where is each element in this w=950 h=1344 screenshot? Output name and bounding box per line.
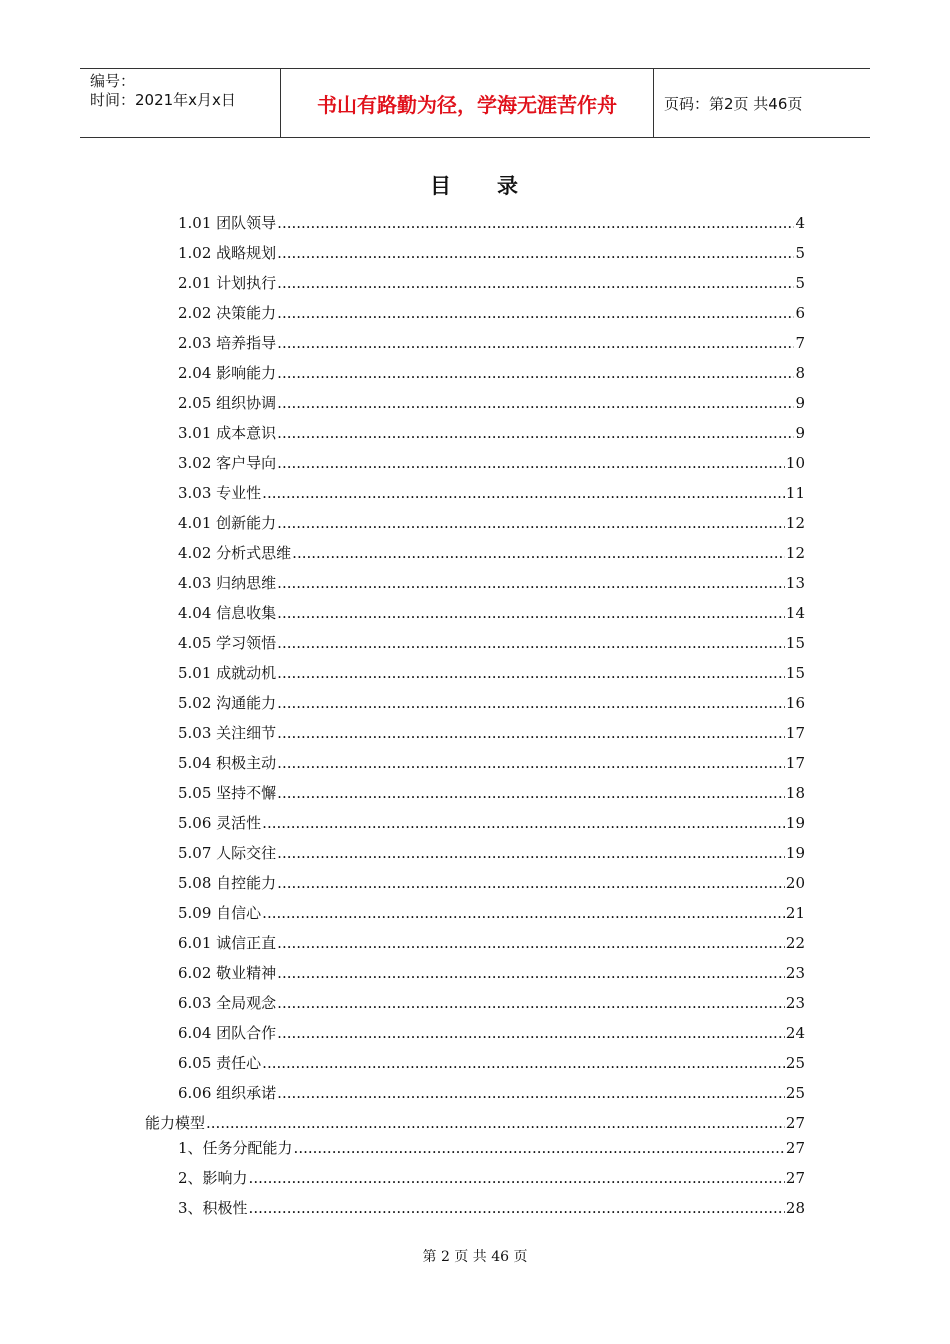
- toc-entry-page: 15: [785, 664, 805, 682]
- toc-leader-dots: [206, 1113, 785, 1133]
- toc-entry-label: 2.01 计划执行: [178, 274, 277, 292]
- toc-entry[interactable]: [178, 359, 805, 383]
- toc-leader-dots: [277, 693, 785, 713]
- toc-leader-dots: [277, 963, 785, 983]
- header-time-label: 时间：2021年x月x日: [90, 91, 236, 109]
- toc-entry[interactable]: [178, 779, 805, 803]
- toc-entry[interactable]: [178, 599, 805, 623]
- toc-entry-label: 2.05 组织协调: [178, 394, 277, 412]
- toc-leader-dots: [277, 633, 785, 653]
- toc-entry-page: 18: [785, 784, 805, 802]
- toc-leader-dots: [249, 1168, 785, 1188]
- toc-leader-dots: [262, 903, 785, 923]
- toc-entry-page: 4: [795, 214, 805, 232]
- toc-entry-page: 22: [785, 934, 805, 952]
- toc-entry-page: 8: [795, 364, 805, 382]
- toc-entry-page: 12: [785, 544, 805, 562]
- toc-entry-label: 2.04 影响能力: [178, 364, 277, 382]
- toc-entry-label: 6.04 团队合作: [178, 1024, 277, 1042]
- toc-leader-dots: [262, 483, 785, 503]
- toc-entry[interactable]: [178, 509, 805, 533]
- toc-entry-label: 能力模型: [145, 1114, 206, 1132]
- toc-entry-label: 5.04 积极主动: [178, 754, 277, 772]
- toc-leader-dots: [277, 723, 785, 743]
- toc-entry-label: 6.06 组织承诺: [178, 1084, 277, 1102]
- toc-title: [0, 170, 950, 200]
- toc-entry-label: 5.03 关注细节: [178, 724, 277, 742]
- toc-entry[interactable]: [178, 929, 805, 953]
- toc-leader-dots: [277, 303, 794, 323]
- header-motto: 书山有路勤为径，学海无涯苦作舟: [281, 69, 654, 137]
- page-header: [80, 68, 870, 138]
- toc-entry-page: 24: [785, 1024, 805, 1042]
- toc-entry-label: 2、影响力: [178, 1169, 248, 1187]
- toc-entry-page: 5: [795, 244, 805, 262]
- page-footer: 第 2 页 共 46 页: [422, 1249, 528, 1265]
- toc-entry[interactable]: [178, 1079, 805, 1103]
- toc-entry-label: 1、任务分配能力: [178, 1139, 293, 1157]
- toc-entry-page: 27: [785, 1139, 805, 1157]
- toc-entry-page: 19: [785, 814, 805, 832]
- toc-entry[interactable]: [178, 1194, 805, 1218]
- toc-entry-page: 17: [785, 754, 805, 772]
- toc-leader-dots: [292, 543, 785, 563]
- toc-entry-label: 1.02 战略规划: [178, 244, 277, 262]
- toc-entry-page: 13: [785, 574, 805, 592]
- toc-entry[interactable]: [178, 539, 805, 563]
- toc-entry-page: 23: [785, 994, 805, 1012]
- toc-leader-dots: [277, 213, 794, 233]
- toc-leader-dots: [277, 1023, 785, 1043]
- toc-entry-page: 23: [785, 964, 805, 982]
- toc-entry[interactable]: [178, 209, 805, 233]
- toc-entry[interactable]: [178, 1164, 805, 1188]
- toc-entry-page: 7: [795, 334, 805, 352]
- toc-entry[interactable]: [178, 719, 805, 743]
- toc-entry[interactable]: [178, 1019, 805, 1043]
- toc-leader-dots: [277, 273, 794, 293]
- toc-leader-dots: [294, 1138, 785, 1158]
- toc-leader-dots: [277, 393, 794, 413]
- toc-leader-dots: [277, 993, 785, 1013]
- toc-entry-label: 6.02 敬业精神: [178, 964, 277, 982]
- toc-entry[interactable]: [178, 479, 805, 503]
- toc-entry-label: 5.05 坚持不懈: [178, 784, 277, 802]
- toc-leader-dots: [277, 933, 785, 953]
- toc-leader-dots: [277, 573, 785, 593]
- toc-entry-page: 15: [785, 634, 805, 652]
- header-page-info: 页码：第2页 共46页: [664, 94, 803, 113]
- toc-entry-label: 3、积极性: [178, 1199, 248, 1217]
- toc-entry[interactable]: [178, 269, 805, 293]
- toc-entry[interactable]: [178, 659, 805, 683]
- toc-entry-page: 27: [785, 1114, 805, 1132]
- toc-entry[interactable]: [178, 689, 805, 713]
- toc-entry-label: 4.03 归纳思维: [178, 574, 277, 592]
- toc-entry[interactable]: [178, 389, 805, 413]
- toc-entry-page: 11: [785, 484, 805, 502]
- toc-entry-label: 5.01 成就动机: [178, 664, 277, 682]
- toc-entry-page: 20: [785, 874, 805, 892]
- toc-entry-page: 9: [795, 424, 805, 442]
- toc-leader-dots: [277, 513, 785, 533]
- toc-entry-label: 6.03 全局观念: [178, 994, 277, 1012]
- toc-entry[interactable]: [178, 869, 805, 893]
- toc-entry[interactable]: [178, 809, 805, 833]
- toc-leader-dots: [277, 873, 785, 893]
- toc-leader-dots: [277, 333, 794, 353]
- toc-title-char-2: 录: [497, 174, 520, 198]
- toc-leader-dots: [262, 813, 785, 833]
- toc-leader-dots: [277, 243, 794, 263]
- toc-entry[interactable]: [178, 329, 805, 353]
- header-number-label: 编号：: [90, 72, 136, 90]
- toc-entry-label: 4.04 信息收集: [178, 604, 277, 622]
- toc-entry-label: 4.01 创新能力: [178, 514, 277, 532]
- toc-leader-dots: [277, 1083, 785, 1103]
- toc-entry-page: 17: [785, 724, 805, 742]
- toc-entry[interactable]: [178, 959, 805, 983]
- toc-entry-label: 5.09 自信心: [178, 904, 262, 922]
- toc-entry-label: 2.02 决策能力: [178, 304, 277, 322]
- toc-entry[interactable]: [178, 629, 805, 653]
- toc-leader-dots: [262, 1053, 785, 1073]
- toc-entry[interactable]: [178, 839, 805, 863]
- toc-entry-page: 5: [795, 274, 805, 292]
- toc-leader-dots: [277, 453, 785, 473]
- toc-entry-label: 3.03 专业性: [178, 484, 262, 502]
- toc-entry-page: 27: [785, 1169, 805, 1187]
- toc-entry[interactable]: [178, 419, 805, 443]
- toc-entry[interactable]: [178, 1134, 805, 1158]
- toc-entry-label: 3.01 成本意识: [178, 424, 277, 442]
- toc-entry-label: 6.05 责任心: [178, 1054, 262, 1072]
- toc-entry-page: 14: [785, 604, 805, 622]
- toc-entry[interactable]: [178, 749, 805, 773]
- toc-entry-page: 25: [785, 1084, 805, 1102]
- toc-leader-dots: [277, 843, 785, 863]
- toc-leader-dots: [249, 1198, 785, 1218]
- toc-entry-label: 5.02 沟通能力: [178, 694, 277, 712]
- toc-entry-label: 2.03 培养指导: [178, 334, 277, 352]
- toc-entry-page: 21: [785, 904, 805, 922]
- toc-leader-dots: [277, 753, 785, 773]
- toc-entry[interactable]: [178, 989, 805, 1013]
- toc-entry-label: 4.05 学习领悟: [178, 634, 277, 652]
- toc-entry-page: 28: [785, 1199, 805, 1217]
- toc-entry-label: 1.01 团队领导: [178, 214, 277, 232]
- toc-entry[interactable]: [178, 1049, 805, 1073]
- toc-entry-page: 25: [785, 1054, 805, 1072]
- toc-entry-page: 9: [795, 394, 805, 412]
- toc-entry-page: 6: [795, 304, 805, 322]
- toc-entry[interactable]: [145, 1109, 805, 1133]
- toc-leader-dots: [277, 363, 794, 383]
- toc-entry[interactable]: [178, 299, 805, 323]
- toc-entry-label: 4.02 分析式思维: [178, 544, 292, 562]
- toc-entry-label: 5.08 自控能力: [178, 874, 277, 892]
- toc-entry[interactable]: [178, 449, 805, 473]
- toc-leader-dots: [277, 783, 785, 803]
- toc-leader-dots: [277, 423, 794, 443]
- toc-entry[interactable]: [178, 239, 805, 263]
- toc-entry-label: 5.06 灵活性: [178, 814, 262, 832]
- toc-leader-dots: [277, 603, 785, 623]
- toc-entry-page: 19: [785, 844, 805, 862]
- toc-entry[interactable]: [178, 569, 805, 593]
- toc-leader-dots: [277, 663, 785, 683]
- toc-title-char-1: 目: [430, 174, 453, 198]
- toc-entry[interactable]: [178, 899, 805, 923]
- toc-entry-label: 6.01 诚信正直: [178, 934, 277, 952]
- toc-entry-label: 3.02 客户导向: [178, 454, 277, 472]
- toc-entry-page: 10: [785, 454, 805, 472]
- toc-entry-label: 5.07 人际交往: [178, 844, 277, 862]
- header-meta: [80, 69, 281, 137]
- toc-entry-page: 16: [785, 694, 805, 712]
- toc-entry-page: 12: [785, 514, 805, 532]
